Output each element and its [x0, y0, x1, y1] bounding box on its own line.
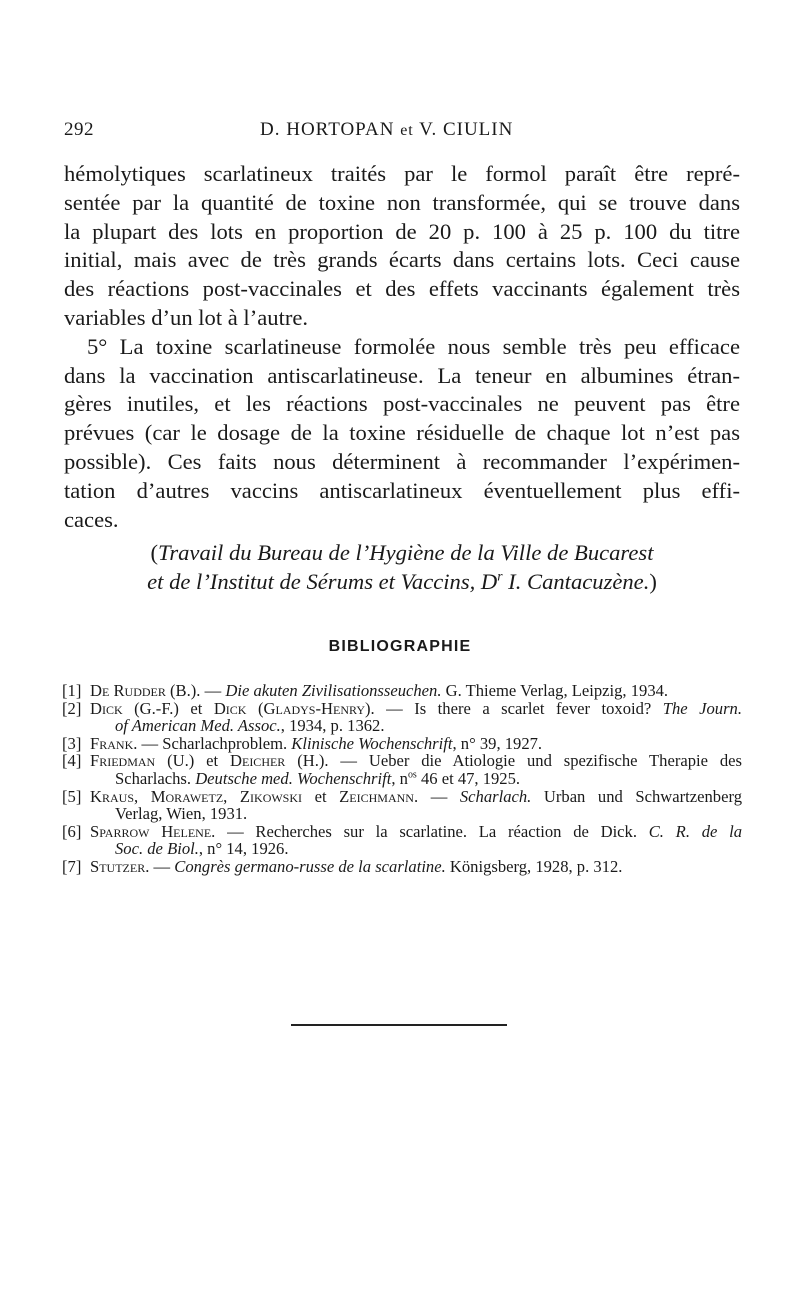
entry-line — [90, 752, 742, 770]
entry-number: [6] — [62, 821, 82, 841]
body-line: des réactions post-vaccinales et des effets vaccinants également très — [64, 276, 740, 302]
author-name: Dick — [90, 698, 123, 718]
citation-text: , n° 39, 1927. — [452, 733, 543, 753]
body-line: hémolytiques scarlatineux traités par le formol paraît être repré- — [64, 161, 740, 186]
citation-text: Königsberg, 1928, p. 312. — [445, 856, 623, 876]
author-name: Sparrow Helene. — [90, 821, 216, 841]
entry-number: [4] — [62, 751, 82, 771]
body-line: sentée par la quantité de toxine non transformée, qui se trouve dans — [64, 189, 740, 215]
publication-title: The Journ. — [662, 698, 742, 718]
bibliography-entry — [62, 858, 742, 876]
credit-line-1: (Travail du Bureau de l’Hygiène de la Ville de Bucarest — [150, 540, 654, 565]
running-header — [64, 119, 738, 147]
author-conjunction: et — [400, 122, 414, 139]
body-line: tation d’autres vaccins antiscarlatineux éventuellement plus effi- — [64, 477, 740, 503]
entry-line — [90, 682, 742, 700]
body-line: la plupart des lots en proportion de 20 p. 100 à 25 p. 100 du titre — [64, 218, 740, 244]
citation-text: (B.). — — [165, 681, 226, 700]
bibliography-entry — [62, 823, 742, 858]
body-line: gères inutiles, et les réactions post-vaccinales ne peuvent pas être — [64, 391, 740, 417]
entry-line — [115, 770, 742, 788]
body-paragraphs — [64, 160, 740, 534]
body-line: prévues (car le dosage de la toxine résiduelle de chaque lot n’est pas — [64, 420, 740, 446]
author-name: Gladys-Henry — [263, 698, 365, 718]
bibliography-heading: BIBLIOGRAPHIE — [328, 638, 472, 655]
citation-text: — — [149, 856, 175, 876]
author-left: D. HORTOPAN — [260, 119, 395, 140]
bibliography-entry — [62, 700, 742, 735]
credit-text-2b: I. Cantacuzène. — [502, 568, 650, 594]
citation-text: Verlag, Wien, 1931. — [115, 804, 248, 824]
entry-line — [115, 717, 742, 735]
publication-title: Congrès germano-russe de la scarlatine. — [174, 856, 446, 876]
body-line: 5° La toxine scarlatineuse formolée nous semble très peu efficace — [87, 333, 740, 359]
credit-superscript: r — [497, 568, 503, 584]
author-name: Zeichmann. — [339, 786, 419, 806]
publication-title: Soc. de Biol. — [115, 839, 199, 859]
bibliography-entry — [62, 682, 742, 700]
citation-text: ). — Is there a scarlet fever toxoid? — [365, 698, 663, 718]
publication-title: Scharlach. — [459, 786, 532, 806]
author-name: Kraus, Morawetz, Zikowski — [90, 786, 303, 806]
credit-text-2a: et de l’Institut de Sérums et Vaccins, D — [147, 568, 498, 594]
citation-text: — — [418, 786, 460, 806]
body-line: caces. — [64, 506, 119, 532]
bibliography-list — [62, 682, 742, 876]
body-line: initial, mais avec de très grands écarts dans certains lots. Ceci cause — [64, 247, 740, 273]
author-name: Frank. — [90, 733, 138, 753]
entry-number: [2] — [62, 698, 82, 718]
body-line: variables d’un lot à l’autre. — [64, 304, 309, 330]
running-title — [260, 119, 513, 141]
bibliography-entry — [62, 735, 742, 753]
body-line: possible). Ces faits nous déterminent à recommander l’expérimen- — [64, 448, 740, 474]
entry-line — [90, 788, 742, 806]
citation-text: (G.-F.) et — [122, 698, 214, 718]
entry-number: [3] — [62, 733, 82, 753]
citation-text: (H.). — Ueber die Atiologie und spezifische Therapie des — [285, 751, 742, 771]
publication-title: Deutsche med. Wochenschrift — [195, 768, 392, 788]
publication-title: Klinische Wochenschrift — [291, 733, 453, 753]
entry-number: [5] — [62, 786, 82, 806]
page-number: 292 — [64, 119, 94, 140]
credit-line-2: et de l’Institut de Sérums et Vaccins, $D^r$ I. Cantacuzène.) — [147, 568, 657, 594]
entry-line — [115, 805, 742, 823]
entry-line — [90, 735, 742, 753]
entry-number: [1] — [62, 681, 82, 700]
author-name: De Rudder — [90, 681, 166, 700]
publication-title: C. R. de la — [648, 821, 743, 841]
entry-number: [7] — [62, 856, 82, 876]
citation-text: , 1934, p. 1362. — [280, 716, 385, 736]
entry-line — [90, 700, 742, 718]
entry-line — [115, 840, 742, 858]
citation-text: Urban und Schwartzenberg — [531, 786, 742, 806]
citation-text: (U.) et — [155, 751, 230, 771]
author-name: Deicher — [230, 751, 286, 771]
citation-text: , n° 14, 1926. — [198, 839, 289, 859]
bibliography-entry — [62, 752, 742, 787]
citation-text: 46 et 47, 1925. — [416, 768, 521, 788]
entry-line — [90, 823, 742, 841]
citation-text: , n — [391, 768, 408, 788]
section-end-rule — [291, 1024, 507, 1026]
citation-text: ( — [246, 698, 264, 718]
bibliography-entry — [62, 788, 742, 823]
publication-title: of American Med. Assoc. — [115, 716, 281, 736]
author-name: Stutzer. — [90, 856, 150, 876]
citation-text: G. Thieme Verlag, Leipzig, 1934. — [441, 681, 669, 700]
citation-text: et — [302, 786, 340, 806]
citation-text: — Scharlachproblem. — [137, 733, 292, 753]
body-line: dans la vaccination antiscarlatineuse. La teneur en albumines étran- — [64, 362, 740, 388]
citation-text: — Recherches sur la scarlatine. La réaction de Dick. — [215, 821, 649, 841]
publication-title: Die akuten Zivilisationsseuchen. — [225, 681, 442, 700]
author-right: V. CIULIN — [419, 119, 514, 140]
institution-credit — [64, 539, 740, 597]
citation-text: os — [407, 769, 417, 781]
author-name: Friedman — [90, 751, 156, 771]
entry-line — [90, 858, 742, 876]
citation-text: Scharlachs. — [115, 768, 196, 788]
credit-text-1: Travail du Bureau de l’Hygiène de la Ville de Bucarest — [158, 540, 654, 565]
author-name: Dick — [213, 698, 247, 718]
